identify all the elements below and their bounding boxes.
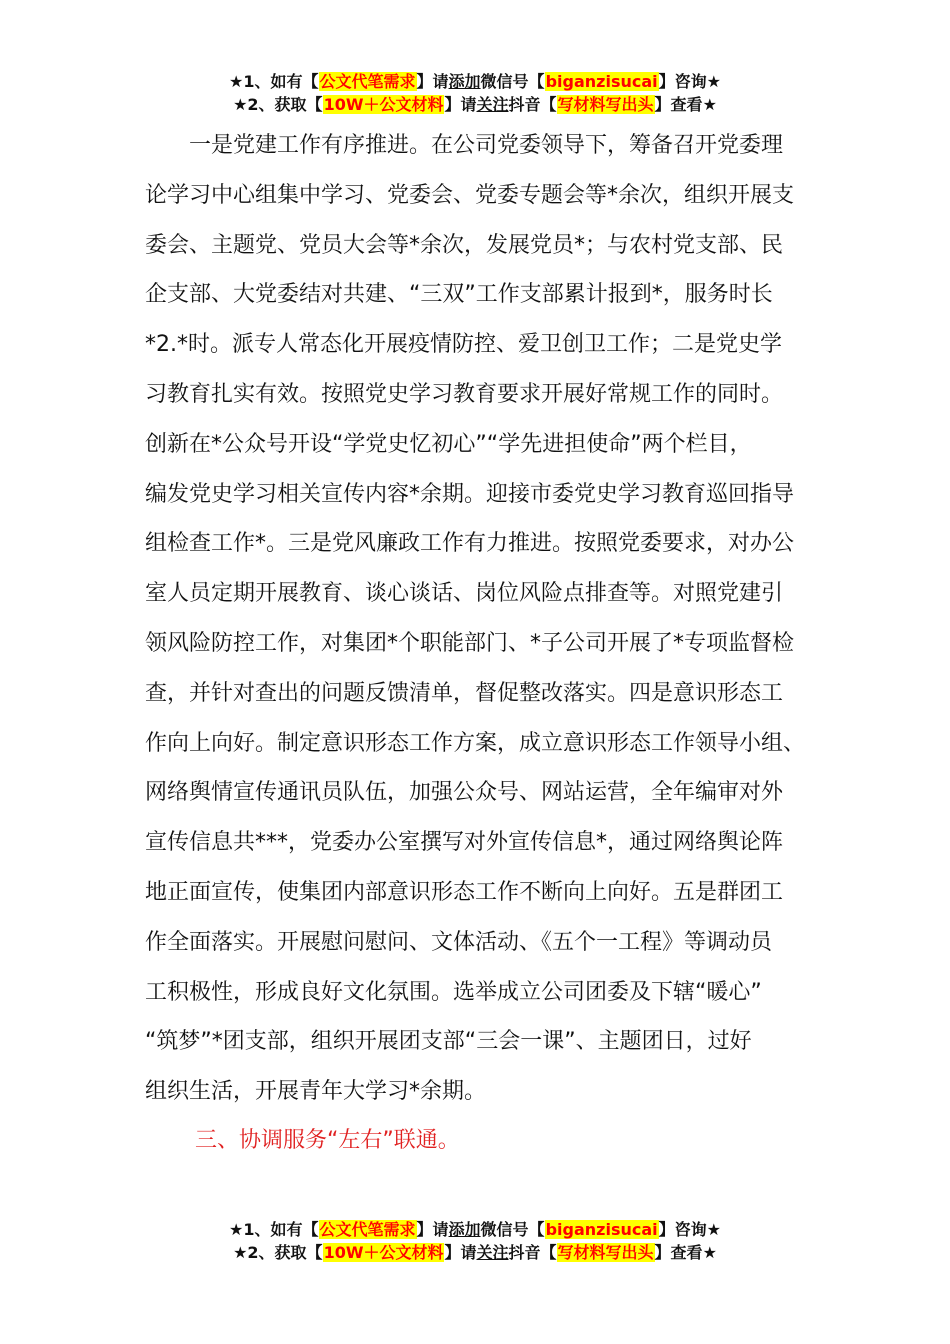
body-line: 作全面落实。开展慰问慰问、文体活动、《五个一工程》等调动员 bbox=[145, 929, 773, 955]
promo-douyin-id: 写材料写出头 bbox=[557, 95, 654, 114]
promo-line-1 bbox=[0, 70, 950, 93]
star-icon: ★ bbox=[233, 95, 248, 114]
body-line: “筑梦”*团支部，组织开展团支部“三会一课”、主题团日，过好 bbox=[145, 1029, 752, 1055]
promo-highlight: 10W＋公文材料 bbox=[323, 1243, 444, 1262]
body-line: 论学习中心组集中学习、党委会、党委专题会等*余次，组织开展支 bbox=[145, 182, 795, 208]
section-heading: 三、协调服务“左右”联通。 bbox=[195, 1128, 460, 1153]
body-line: 领风险防控工作，对集团*个职能部门、*子公司开展了*专项监督检 bbox=[145, 630, 795, 656]
promo-text: 】请 bbox=[444, 95, 477, 114]
star-icon: ★ bbox=[702, 95, 717, 114]
body-line: 编发党史学习相关宣传内容*余期。迎接市委党史学习教育巡回指导 bbox=[145, 481, 795, 507]
body-line: 一是党建工作有序推进。在公司党委领导下，筹备召开党委理 bbox=[145, 133, 784, 158]
promo-text: 】请 bbox=[444, 1243, 477, 1262]
body-line: 室人员定期开展教育、谈心谈话、岗位风险点排查等。对照党建引 bbox=[145, 581, 784, 607]
body-line: 习教育扎实有效。按照党史学习教育要求开展好常规工作的同时。 bbox=[145, 381, 784, 407]
star-icon: ★ bbox=[706, 1220, 721, 1239]
star-icon: ★ bbox=[702, 1243, 717, 1262]
promo-text: 】请 bbox=[416, 1220, 449, 1239]
body-line: 工积极性，形成良好文化氛围。选举成立公司团委及下辖“暖心” bbox=[145, 979, 762, 1005]
body-line: 企支部、大党委结对共建、“三双”工作支部累计报到*，服务时长 bbox=[145, 282, 773, 308]
promo-text: 】查看 bbox=[654, 95, 703, 114]
star-icon: ★ bbox=[229, 72, 244, 91]
promo-text: 2、获取【 bbox=[247, 1243, 323, 1262]
promo-highlight: 10W＋公文材料 bbox=[323, 95, 444, 114]
body-line: 组织生活，开展青年大学习*余期。 bbox=[145, 1079, 487, 1105]
star-icon: ★ bbox=[706, 72, 721, 91]
promo-highlight: 公文代笔需求 bbox=[319, 72, 416, 91]
promo-wechat-id: biganzisucai bbox=[545, 72, 658, 91]
promo-wechat-id: biganzisucai bbox=[545, 1220, 658, 1239]
promo-underlined: 关注 bbox=[476, 1243, 509, 1262]
body-line: 组检查工作*。三是党风廉政工作有力推进。按照党委要求，对办公 bbox=[145, 531, 795, 557]
promo-line-1 bbox=[0, 1218, 950, 1241]
promo-text: 】请 bbox=[416, 72, 449, 91]
promo-text: 】查看 bbox=[654, 1243, 703, 1262]
star-icon: ★ bbox=[233, 1243, 248, 1262]
promo-text: 抖音【 bbox=[508, 95, 557, 114]
document-body bbox=[145, 121, 815, 1117]
body-line: 委会、主题党、党员大会等*余次，发展党员*；与农村党支部、民 bbox=[145, 232, 784, 258]
promo-text: 1、如有【 bbox=[243, 1220, 319, 1239]
body-line: 网络舆情宣传通讯员队伍，加强公众号、网站运营，全年编审对外 bbox=[145, 780, 784, 806]
promo-text: 微信号【 bbox=[480, 72, 545, 91]
body-line: 创新在*公众号开设“学党史忆初心”“学先进担使命”两个栏目， bbox=[145, 431, 752, 457]
body-line: *2.*时。派专人常态化开展疫情防控、爱卫创卫工作；二是党史学 bbox=[145, 332, 782, 358]
promo-text: 1、如有【 bbox=[243, 72, 319, 91]
promo-underlined: 关注 bbox=[476, 95, 509, 114]
promo-underlined: 添加 bbox=[448, 1220, 481, 1239]
promo-text: 微信号【 bbox=[480, 1220, 545, 1239]
body-line: 宣传信息共***，党委办公室撰写对外宣传信息*，通过网络舆论阵 bbox=[145, 830, 784, 856]
body-line: 查，并针对查出的问题反馈清单，督促整改落实。四是意识形态工 bbox=[145, 680, 784, 706]
promo-douyin-id: 写材料写出头 bbox=[557, 1243, 654, 1262]
body-line: 作向上向好。制定意识形态工作方案，成立意识形态工作领导小组、 bbox=[145, 730, 806, 756]
promo-text: 】咨询 bbox=[658, 1220, 707, 1239]
promo-line-2 bbox=[0, 93, 950, 116]
promo-text: 2、获取【 bbox=[247, 95, 323, 114]
promo-text: 抖音【 bbox=[508, 1243, 557, 1262]
promo-underlined: 添加 bbox=[448, 72, 481, 91]
body-line: 地正面宣传，使集团内部意识形态工作不断向上向好。五是群团工 bbox=[145, 879, 784, 905]
promo-footer bbox=[0, 1218, 950, 1264]
promo-highlight: 公文代笔需求 bbox=[319, 1220, 416, 1239]
promo-text: 】咨询 bbox=[658, 72, 707, 91]
promo-header bbox=[0, 70, 950, 116]
star-icon: ★ bbox=[229, 1220, 244, 1239]
promo-line-2 bbox=[0, 1241, 950, 1264]
